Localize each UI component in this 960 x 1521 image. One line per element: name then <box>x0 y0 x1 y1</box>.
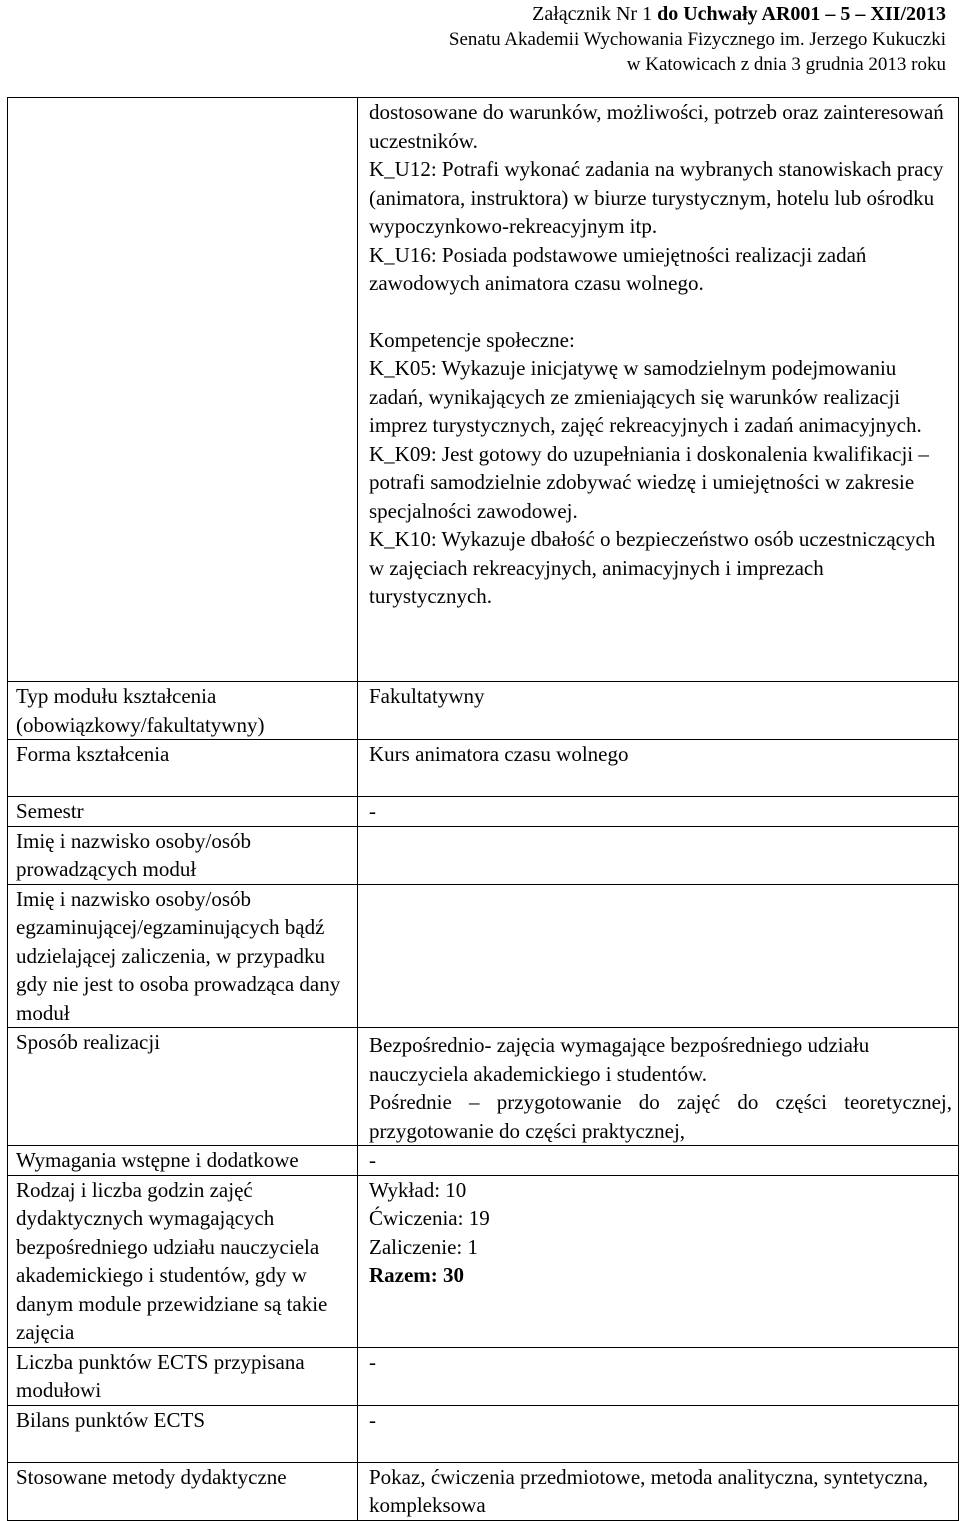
sposob-value <box>358 1028 959 1146</box>
hours-total <box>369 1261 952 1290</box>
social-competences-heading: Kompetencje społeczne: <box>369 327 575 352</box>
forma-label: Forma kształcenia <box>8 740 358 797</box>
table-row <box>8 1028 959 1146</box>
table-row <box>8 98 959 682</box>
hours-lecture: Wykład: 10 <box>369 1177 467 1202</box>
outcome-k-k10: K_K10: Wykazuje dbałość o bezpieczeństwo osób uczestniczących w zajęciach rekreacyjnych, animacyjnych i imprezach turystycznych. <box>369 527 936 608</box>
outcome-u-tail: dostosowane do warunków, możliwości, potrzeb oraz zainteresowań uczestników. <box>369 100 944 153</box>
typ-value: Fakultatywny <box>358 682 959 740</box>
sposob-indirect: Pośrednie – przygotowanie do zajęć do części teoretycznej, przygotowanie do części praktycznej, <box>369 1090 952 1143</box>
table-row <box>8 1347 959 1405</box>
header-line-2: Senatu Akademii Wychowania Fizycznego im. Jerzego Kukuczki <box>448 29 946 50</box>
rodzaj-label: Rodzaj i liczba godzin zajęć dydaktycznych wymagających bezpośredniego udziału nauczyciela akademickiego i studentów, gdy w danym module przewidziane są takie zajęcia <box>8 1175 358 1347</box>
table-row <box>8 884 959 1028</box>
spacer <box>369 298 952 326</box>
egzaminujacy-value <box>358 884 959 1028</box>
header-line-1 <box>449 2 946 27</box>
prowadzacy-label: Imię i nazwisko osoby/osób prowadzących moduł <box>8 826 358 884</box>
forma-value <box>358 740 959 797</box>
forma-value-text: Kurs animatora czasu wolnego <box>369 742 629 766</box>
table-row <box>8 682 959 740</box>
header-line-3: w Katowicach z dnia 3 grudnia 2013 roku <box>626 54 946 75</box>
prowadzacy-value <box>358 826 959 884</box>
header-annex: Załącznik Nr 1 <box>532 3 658 25</box>
table-row <box>8 1405 959 1462</box>
semestr-value: - <box>358 797 959 827</box>
hours-credit: Zaliczenie: 1 <box>369 1234 479 1259</box>
hours-total-text: Razem: 30 <box>369 1263 465 1287</box>
table-row <box>8 1146 959 1176</box>
table-row <box>8 1462 959 1520</box>
sposob-direct: Bezpośrednio- zajęcia wymagające bezpośredniego udziału nauczyciela akademickiego i studentów. <box>369 1033 870 1086</box>
bilans-label: Bilans punktów ECTS <box>8 1405 358 1462</box>
wymagania-label: Wymagania wstępne i dodatkowe <box>8 1146 358 1176</box>
bilans-value: - <box>358 1405 959 1462</box>
metody-value: Pokaz, ćwiczenia przedmiotowe, metoda analityczna, syntetyczna, kompleksowa <box>358 1462 959 1520</box>
outcome-k-k05: K_K05: Wykazuje inicjatywę w samodzielnym podejmowaniu zadań, wynikających ze zmieniających się warunków realizacji imprez turystycznych, zajęć rekreacyjnych i zadań animacyjnych. <box>369 356 922 437</box>
module-table <box>7 97 959 1521</box>
wymagania-value: - <box>358 1146 959 1176</box>
sposob-label: Sposób realizacji <box>8 1028 358 1146</box>
header-resolution: do Uchwały AR001 – 5 – XII/2013 <box>657 3 946 25</box>
outcomes-cell <box>358 98 959 682</box>
typ-label: Typ modułu kształcenia (obowiązkowy/fakultatywny) <box>8 682 358 740</box>
outcome-k-k09: K_K09: Jest gotowy do uzupełniania i doskonalenia kwalifikacji – potrafi samodzielnie zdobywać wiedzę i umiejętności w zakresie specjalności zawodowej. <box>369 441 929 523</box>
semestr-label: Semestr <box>8 797 358 827</box>
egzaminujacy-label: Imię i nazwisko osoby/osób egzaminującej/egzaminujących bądź udzielającej zaliczenia, w przypadku gdy nie jest to osoba prowadząca dany moduł <box>8 884 358 1028</box>
hours-exercises: Ćwiczenia: 19 <box>369 1206 490 1230</box>
document-header <box>449 2 946 77</box>
table-row <box>8 1175 959 1347</box>
outcome-k-u12: K_U12: Potrafi wykonać zadania na wybranych stanowiskach pracy (animatora, instruktora) w biurze turystycznym, hotelu lub ośrodku wypoczynkowo-rekreacyjnym itp. <box>369 157 944 238</box>
table-row <box>8 826 959 884</box>
outcome-k-u16: K_U16: Posiada podstawowe umiejętności realizacji zadań zawodowych animatora czasu wolnego. <box>369 242 867 295</box>
outcomes-label-cell <box>8 98 358 682</box>
rodzaj-value <box>358 1175 959 1347</box>
ects-value: - <box>358 1347 959 1405</box>
ects-label: Liczba punktów ECTS przypisana modułowi <box>8 1347 358 1405</box>
table-row <box>8 797 959 827</box>
metody-label: Stosowane metody dydaktyczne <box>8 1462 358 1520</box>
table-row <box>8 740 959 797</box>
